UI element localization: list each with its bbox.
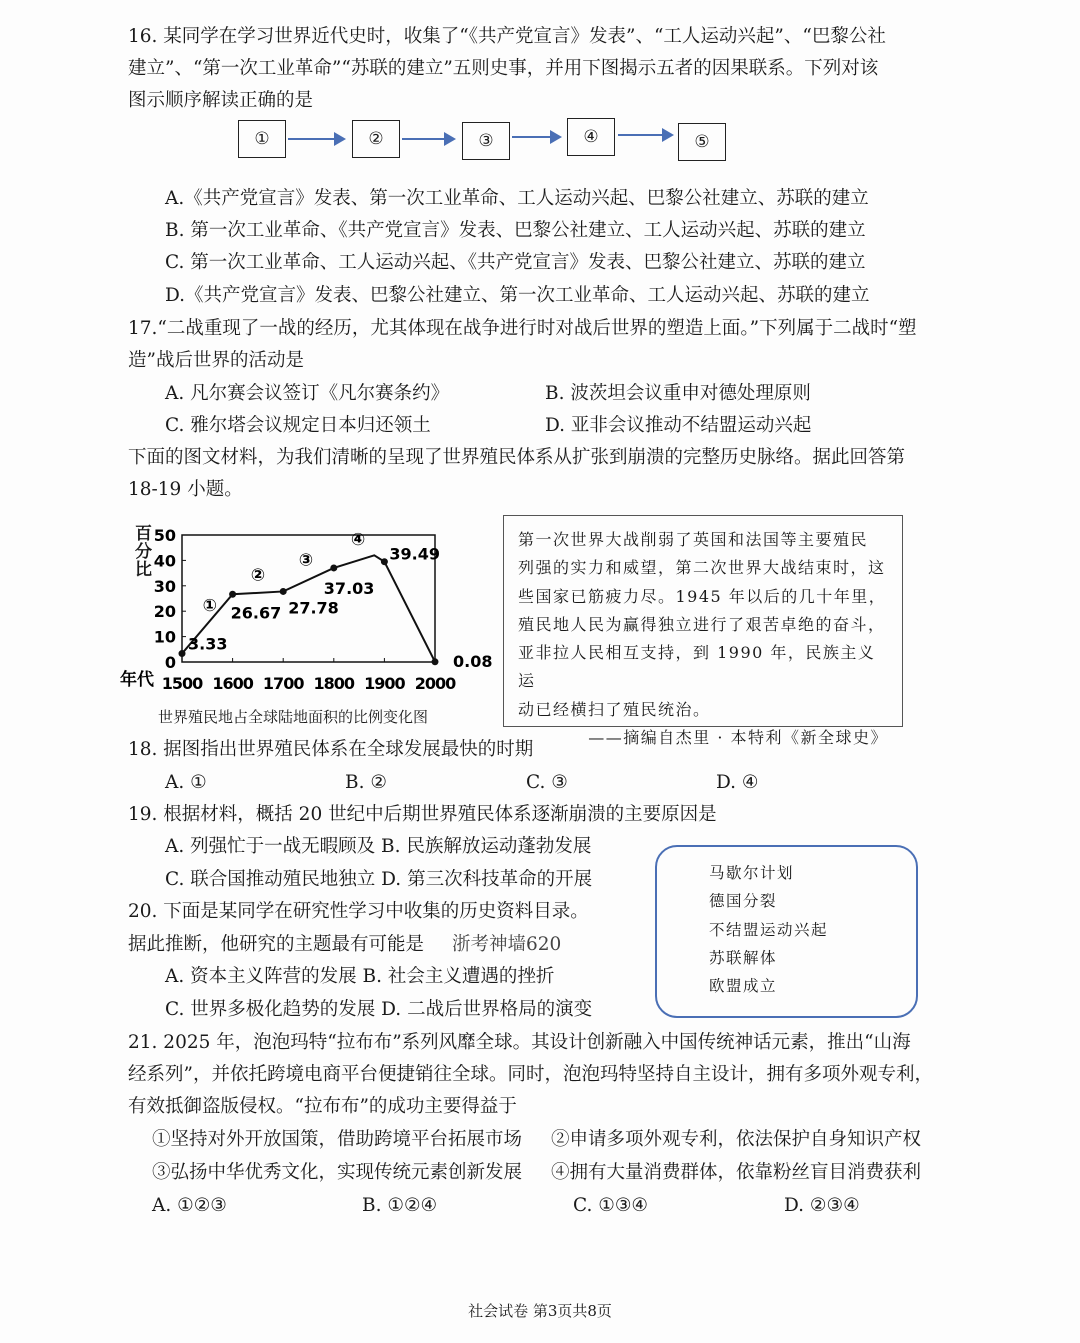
x-axis-label: 年代 — [120, 670, 154, 690]
q21-option-d: D. ②③④ — [784, 1195, 860, 1216]
quote-line: 些国家已筋疲力尽。1945 年以后的几十年里， — [518, 586, 887, 606]
data-point — [280, 588, 287, 595]
q19-options-cd: C. 联合国推动殖民地独立 D. 第三次科技革命的开展 — [165, 869, 593, 890]
quote-box — [503, 515, 903, 748]
x-tick-label: 1900 — [364, 674, 405, 693]
stage-marker: ② — [250, 565, 266, 586]
q21-option-c: C. ①③④ — [573, 1195, 649, 1216]
arrow-icon — [618, 134, 672, 136]
q16-option-c: C. 第一次工业革命、工人运动兴起、《共产党宣言》发表、巴黎公社建立、苏联的建立 — [165, 252, 866, 273]
stage-marker: ③ — [298, 550, 314, 571]
quote-line: 亚非拉人民相互支持，到 1990 年，民族主义运 — [518, 643, 876, 691]
q21-item: ③弘扬中华优秀文化，实现传统元素创新发展 — [152, 1162, 523, 1183]
data-point — [229, 591, 236, 598]
q18-option-c: C. ③ — [526, 772, 568, 793]
q21-option-a: A. ①②③ — [152, 1195, 227, 1216]
q21-line: 有效抵御盗版侵权。“拉布布”的成功主要得益于 — [128, 1096, 517, 1117]
watermark: 浙考神墙620 — [452, 934, 562, 955]
x-tick-label: 1600 — [212, 674, 253, 693]
q16-option-a: A.《共产党宣言》发表、第一次工业革命、工人运动兴起、巴黎公社建立、苏联的建立 — [165, 188, 869, 209]
q21-line: 21. 2025 年，泡泡玛特“拉布布”系列风靡全球。其设计创新融入中国传统神话元素，推出“山海 — [128, 1032, 911, 1053]
q17-option-b: B. 波茨坦会议重申对德处理原则 — [545, 383, 811, 404]
q21-option-b: B. ①②④ — [362, 1195, 438, 1216]
list-item: 欧盟成立 — [709, 977, 778, 996]
data-point — [432, 658, 439, 665]
flow-box: ④ — [567, 118, 615, 156]
data-label: 3.33 — [188, 634, 228, 654]
q17-option-d: D. 亚非会议推动不结盟运动兴起 — [545, 415, 812, 436]
stage-marker: ① — [202, 596, 218, 617]
q16-line: 建立”、“第一次工业革命”“苏联的建立”五则史事，并用下图揭示五者的因果联系。下列对该 — [128, 58, 879, 79]
x-tick-label: 1500 — [161, 674, 203, 693]
materials-list-box — [655, 845, 918, 1018]
q18-option-b: B. ② — [345, 772, 387, 793]
list-item: 德国分裂 — [709, 892, 778, 911]
q16-option-b: B. 第一次工业革命、《共产党宣言》发表、巴黎公社建立、工人运动兴起、苏联的建立 — [165, 220, 866, 241]
quote-line: 殖民地人民为赢得独立进行了艰苦卓绝的奋斗， — [518, 614, 886, 634]
x-tick-label: 1800 — [313, 674, 355, 693]
y-tick-label: 0 — [164, 653, 176, 672]
q21-item: ①坚持对外开放国策，借助跨境平台拓展市场 — [152, 1129, 523, 1150]
q16-line: 图示顺序解读正确的是 — [128, 90, 314, 111]
data-label: 26.67 — [230, 603, 282, 623]
q17-option-c: C. 雅尔塔会议规定日本归还领土 — [165, 415, 431, 436]
q20-line: 据此推断，他研究的主题最有可能是 — [128, 934, 425, 955]
x-tick-label: 1700 — [262, 674, 304, 693]
y-tick-label: 20 — [153, 602, 176, 622]
data-label: 39.49 — [389, 544, 441, 564]
quote-source: ——摘编自杰里 · 本特利《新全球史》 — [588, 728, 888, 748]
q16-line: 16. 某同学在学习世界近代史时，收集了“《共产党宣言》发表”、“工人运动兴起”、“巴黎公社 — [128, 26, 886, 47]
q20-options-ab: A. 资本主义阵营的发展 B. 社会主义遭遇的挫折 — [165, 966, 555, 987]
y-axis-label: 百分比 — [131, 524, 151, 578]
x-tick-label: 2000 — [414, 674, 456, 693]
data-point — [330, 564, 337, 571]
q21-item: ②申请多项外观专利，依法保护自身知识产权 — [551, 1129, 922, 1150]
y-tick-label: 40 — [153, 551, 176, 571]
y-tick-label: 30 — [153, 576, 176, 596]
q19-stem: 19. 根据材料，概括 20 世纪中后期世界殖民体系逐渐崩溃的主要原因是 — [128, 804, 717, 825]
arrow-icon — [402, 138, 454, 140]
quote-line: 列强的实力和威望，第二次世界大战结束时，这 — [518, 558, 886, 578]
q17-line: 造”战后世界的活动是 — [128, 350, 304, 371]
q21-item: ④拥有大量消费群体，依靠粉丝盲目消费获利 — [551, 1162, 922, 1183]
intro-line: 18-19 小题。 — [128, 479, 243, 500]
quote-line: 动已经横扫了殖民统治。 — [518, 699, 711, 719]
data-point — [179, 650, 186, 657]
y-tick-label: 10 — [153, 627, 176, 647]
q16-option-d: D.《共产党宣言》发表、巴黎公社建立、第一次工业革命、工人运动兴起、苏联的建立 — [165, 285, 870, 306]
flow-box: ② — [352, 120, 400, 158]
intro-line: 下面的图文材料，为我们清晰的呈现了世界殖民体系从扩张到崩溃的完整历史脉络。据此回答第 — [128, 447, 906, 468]
data-label: 37.03 — [323, 578, 375, 598]
data-point — [381, 558, 388, 565]
arrow-icon — [512, 136, 560, 138]
q18-option-a: A. ① — [165, 772, 207, 793]
colony-area-chart — [110, 515, 500, 705]
data-label: 0.08 — [453, 651, 493, 671]
list-item: 不结盟运动兴起 — [709, 920, 829, 939]
y-tick-label: 50 — [153, 526, 176, 545]
q20-line: 20. 下面是某同学在研究性学习中收集的历史资料目录。 — [128, 901, 589, 922]
q18-option-d: D. ④ — [716, 772, 759, 793]
quote-line: 第一次世界大战削弱了英国和法国等主要殖民 — [518, 530, 869, 549]
arrow-icon — [288, 138, 344, 140]
q20-options-cd: C. 世界多极化趋势的发展 D. 二战后世界格局的演变 — [165, 999, 593, 1020]
flow-box: ⑤ — [678, 123, 726, 161]
chart-caption: 世界殖民地占全球陆地面积的比例变化图 — [158, 708, 429, 726]
flow-box: ③ — [462, 122, 510, 160]
q17-line: 17.“二战重现了一战的经历，尤其体现在战争进行时对战后世界的塑造上面。”下列属于二战时“塑 — [128, 318, 917, 339]
list-item: 苏联解体 — [709, 948, 778, 967]
data-label: 27.78 — [288, 598, 339, 618]
list-item: 马歇尔计划 — [709, 864, 795, 882]
page-footer: 社会试卷 第3页共8页 — [468, 1302, 612, 1320]
flow-box: ① — [238, 120, 286, 158]
q18-stem: 18. 据图指出世界殖民体系在全球发展最快的时期 — [128, 739, 534, 760]
stage-marker: ④ — [350, 530, 366, 551]
q21-line: 经系列”，并依托跨境电商平台便捷销往全球。同时，泡泡玛特坚持自主设计，拥有多项外观专利， — [128, 1064, 933, 1085]
q17-option-a: A. 凡尔赛会议签订《凡尔赛条约》 — [165, 383, 450, 404]
q19-options-ab: A. 列强忙于一战无暇顾及 B. 民族解放运动蓬勃发展 — [165, 836, 592, 857]
